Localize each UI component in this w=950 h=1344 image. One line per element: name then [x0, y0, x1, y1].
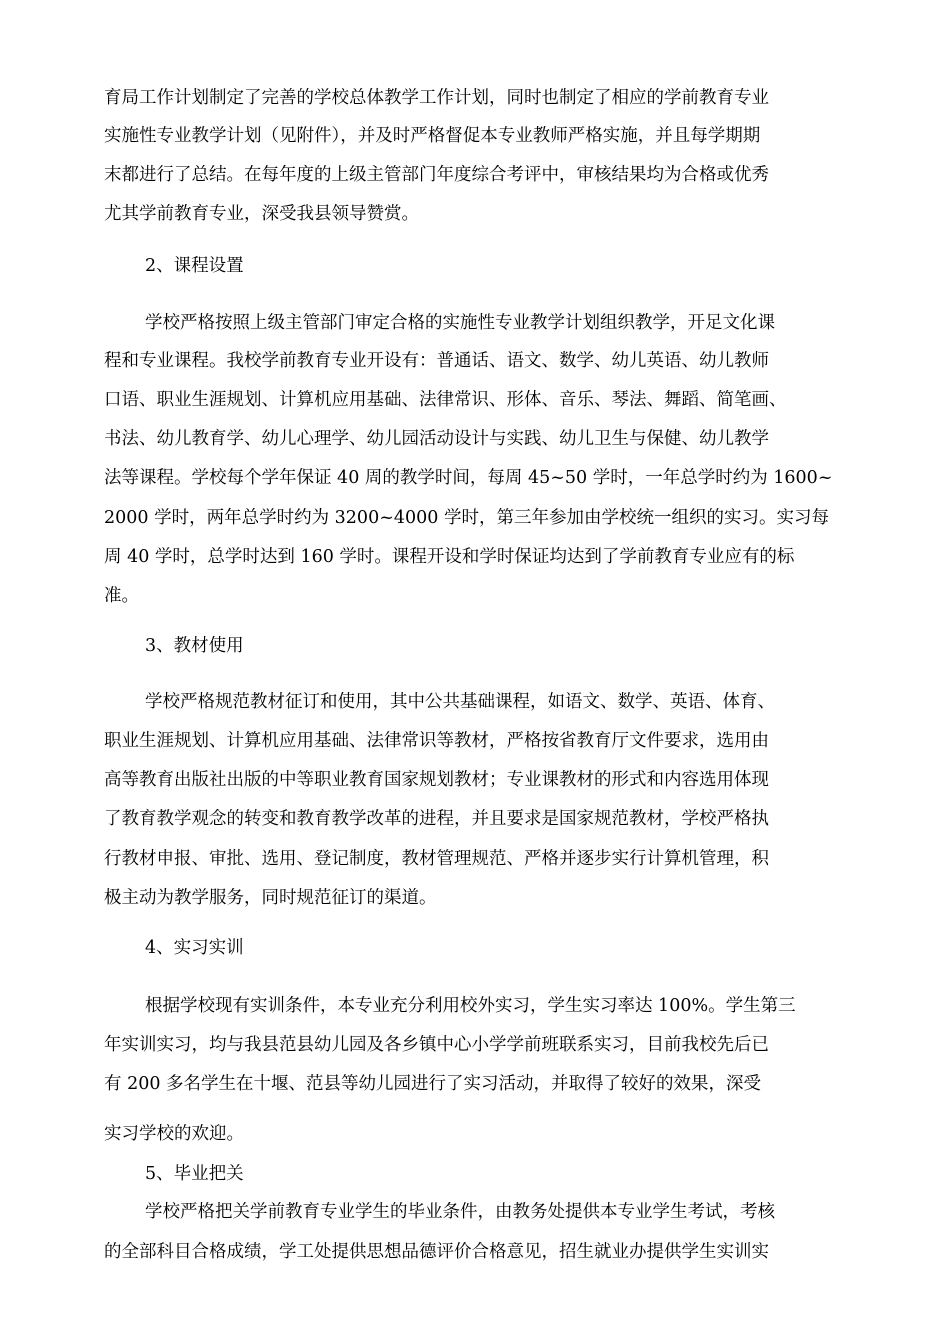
- paragraph-line: 周 40 学时，总学时达到 160 学时。课程开设和学时保证均达到了学前教育专业应有的标: [104, 547, 795, 567]
- paragraph-line: 育局工作计划制定了完善的学校总体教学工作计划，同时也制定了相应的学前教育专业: [104, 88, 769, 108]
- paragraph-line: 口语、职业生涯规划、计算机应用基础、法律常识、形体、音乐、琴法、舞蹈、简笔画、: [104, 390, 787, 410]
- section-heading: 3、教材使用: [145, 636, 244, 656]
- paragraph-line: 行教材申报、审批、选用、登记制度，教材管理规范、严格并逐步实行计算机管理，积: [104, 849, 769, 869]
- paragraph-line: 程和专业课程。我校学前教育专业开设有：普通话、语文、数学、幼儿英语、幼儿教师: [104, 351, 769, 371]
- paragraph-line: 了教育教学观念的转变和教育教学改革的进程，并且要求是国家规范教材，学校严格执: [104, 809, 769, 829]
- paragraph-line: 末都进行了总结。在每年度的上级主管部门年度综合考评中，审核结果均为合格或优秀: [104, 165, 769, 185]
- paragraph-line: 高等教育出版社出版的中等职业教育国家规划教材；专业课教材的形式和内容选用体现: [104, 770, 769, 790]
- section-heading: 4、实习实训: [145, 938, 244, 958]
- paragraph-line: 学校严格规范教材征订和使用，其中公共基础课程，如语文、数学、英语、体育、: [145, 692, 775, 712]
- paragraph-line: 尤其学前教育专业，深受我县领导赞赏。: [104, 204, 419, 224]
- paragraph-line: 实施性专业教学计划（见附件），并及时严格督促本专业教师严格实施，并且每学期期: [104, 126, 761, 146]
- paragraph-line: 有 200 多名学生在十堰、范县等幼儿园进行了实习活动，并取得了较好的效果，深受: [104, 1074, 762, 1094]
- paragraph-line: 学校严格把关学前教育专业学生的毕业条件，由教务处提供本专业学生考试，考核: [145, 1202, 775, 1222]
- section-heading: 2、课程设置: [145, 256, 244, 276]
- section-heading: 5、毕业把关: [145, 1164, 244, 1184]
- paragraph-line: 书法、幼儿教育学、幼儿心理学、幼儿园活动设计与实践、幼儿卫生与保健、幼儿教学: [104, 429, 769, 449]
- paragraph-line: 的全部科目合格成绩，学工处提供思想品德评价合格意见，招生就业办提供学生实训实: [104, 1242, 769, 1262]
- paragraph-line: 法等课程。学校每个学年保证 40 周的教学时间，每周 45~50 学时，一年总学时约为 1600~: [104, 468, 833, 488]
- paragraph-line: 年实训实习，均与我县范县幼儿园及各乡镇中心小学学前班联系实习，目前我校先后已: [104, 1035, 769, 1055]
- paragraph-line: 实习学校的欢迎。: [104, 1124, 244, 1144]
- paragraph-line: 职业生涯规划、计算机应用基础、法律常识等教材，严格按省教育厅文件要求，选用由: [104, 731, 769, 751]
- paragraph-line: 学校严格按照上级主管部门审定合格的实施性专业教学计划组织教学，开足文化课: [145, 313, 775, 333]
- paragraph-line: 根据学校现有实训条件，本专业充分利用校外实习，学生实习率达 100%。学生第三: [145, 996, 796, 1016]
- paragraph-line: 2000 学时，两年总学时约为 3200~4000 学时，第三年参加由学校统一组织的实习。实习每: [104, 508, 829, 528]
- paragraph-line: 准。: [104, 586, 139, 606]
- paragraph-line: 极主动为教学服务，同时规范征订的渠道。: [104, 888, 437, 908]
